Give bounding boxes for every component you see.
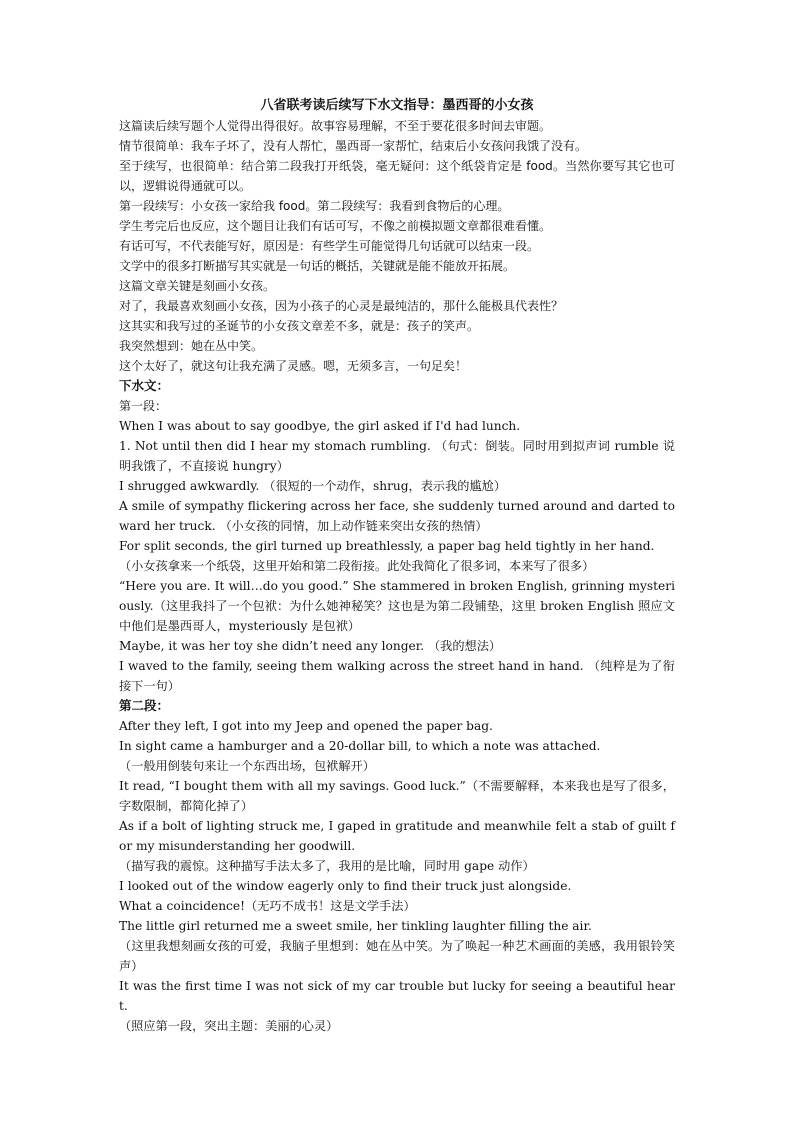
essay-line: It was the first time I was not sick of my car trouble but lucky for seeing a beautiful heart. xyxy=(119,979,675,1013)
essay-line: （照应第一段，突出主题：美丽的心灵） xyxy=(119,1019,339,1033)
essay-line: “Here you are. It will…do you good.” She stammered in broken English, grinning mysteriously.（这里我抖了一个包袱：为什么她神秘笑？这也是为第二段铺垫，这里 broken English 照应文中他们是墨西哥人，mysteriously 是包袱） xyxy=(119,579,675,633)
intro-line: 学生考完后也反应，这个题目让我们有话可写，不像之前模拟题文章都很难看懂。 xyxy=(119,219,552,233)
paragraph-two-label: 第二段： xyxy=(119,698,170,713)
essay-line: When I was about to say goodbye, the girl asked if I'd had lunch. xyxy=(119,419,521,433)
essay-line: A smile of sympathy flickering across her face, she suddenly turned around and darted toward her truck. （小女孩的同情，加上动作链来突出女孩的热情） xyxy=(119,499,675,533)
paragraph-one xyxy=(119,416,675,696)
document-page xyxy=(119,96,675,1036)
essay-line: （一般用倒装句来让一个东西出场，包袱解开） xyxy=(119,759,375,773)
page-title: 八省联考读后续写下水文指导：墨西哥的小女孩 xyxy=(260,98,534,113)
intro-section xyxy=(119,116,675,376)
intro-line: 文学中的很多打断描写其实就是一句话的概括，关键就是能不能放开拓展。 xyxy=(119,259,516,273)
paragraph-two xyxy=(119,716,675,1036)
essay-line: （这里我想刻画女孩的可爱，我脑子里想到：她在丛中笑。为了唤起一种艺术画面的美感，我用银铃笑声） xyxy=(119,939,675,973)
essay-line: For split seconds, the girl turned up breathlessly, a paper bag held tightly in her hand. xyxy=(119,539,655,553)
section-heading-main: 下水文： xyxy=(119,378,170,393)
essay-line: The little girl returned me a sweet smile, her tinkling laughter filling the air. xyxy=(119,919,592,933)
essay-line: After they left, I got into my Jeep and opened the paper bag. xyxy=(119,719,493,733)
intro-line: 这篇读后续写题个人觉得出得很好。故事容易理解，不至于要花很多时间去审题。 xyxy=(119,119,552,133)
intro-line: 至于续写，也很简单：结合第二段我打开纸袋，毫无疑问：这个纸袋肯定是 food。当然你要写其它也可以，逻辑说得通就可以。 xyxy=(119,159,675,193)
essay-line: 1. Not until then did I hear my stomach rumbling. （句式：倒装。同时用到拟声词 rumble 说明我饿了，不直接说 hungry） xyxy=(119,439,675,473)
essay-line: It read, “I bought them with all my savings. Good luck.”（不需要解释，本来我也是写了很多，字数限制，都简化掉了） xyxy=(119,779,675,813)
essay-line: In sight came a hamburger and a 20-dollar bill, to which a note was attached. xyxy=(119,739,601,753)
intro-line: 这个太好了，就这句让我充满了灵感。嗯，无须多言，一句足矣！ xyxy=(119,359,468,373)
intro-line: 这其实和我写过的圣诞节的小女孩文章差不多，就是：孩子的笑声。 xyxy=(119,319,480,333)
essay-line: I waved to the family, seeing them walking across the street hand in hand. （纯粹是为了衔接下一句） xyxy=(119,659,675,693)
intro-line: 有话可写，不代表能写好，原因是：有些学生可能觉得几句话就可以结束一段。 xyxy=(119,239,540,253)
essay-line: I shrugged awkwardly. （很短的一个动作，shrug，表示我的尴尬） xyxy=(119,479,507,493)
essay-line: As if a bolt of lighting struck me, I gaped in gratitude and meanwhile felt a stab of guilt for my misunderstanding her goodwill. xyxy=(119,819,675,853)
intro-line: 我突然想到：她在丛中笑。 xyxy=(119,339,264,353)
intro-line: 这篇文章关键是刻画小女孩。 xyxy=(119,279,276,293)
essay-line: Maybe, it was her toy she didn’t need any longer. （我的想法） xyxy=(119,639,502,653)
essay-line: （描写我的震惊。这种描写手法太多了，我用的是比喻，同时用 gape 动作） xyxy=(119,859,535,873)
paragraph-one-label: 第一段： xyxy=(119,399,168,413)
intro-line: 对了，我最喜欢刻画小女孩，因为小孩子的心灵是最纯洁的，那什么能极具代表性？ xyxy=(119,299,564,313)
intro-line: 情节很简单：我车子坏了，没有人帮忙，墨西哥一家帮忙，结束后小女孩问我饿了没有。 xyxy=(119,139,588,153)
essay-line: I looked out of the window eagerly only to find their truck just alongside. xyxy=(119,879,572,893)
intro-line: 第一段续写：小女孩一家给我 food。第二段续写：我看到食物后的心理。 xyxy=(119,199,510,213)
essay-line: （小女孩拿来一个纸袋，这里开始和第二段衔接。此处我简化了很多词，本来写了很多） xyxy=(119,559,595,573)
essay-line: What a coincidence!（无巧不成书！这是文学手法） xyxy=(119,899,416,913)
